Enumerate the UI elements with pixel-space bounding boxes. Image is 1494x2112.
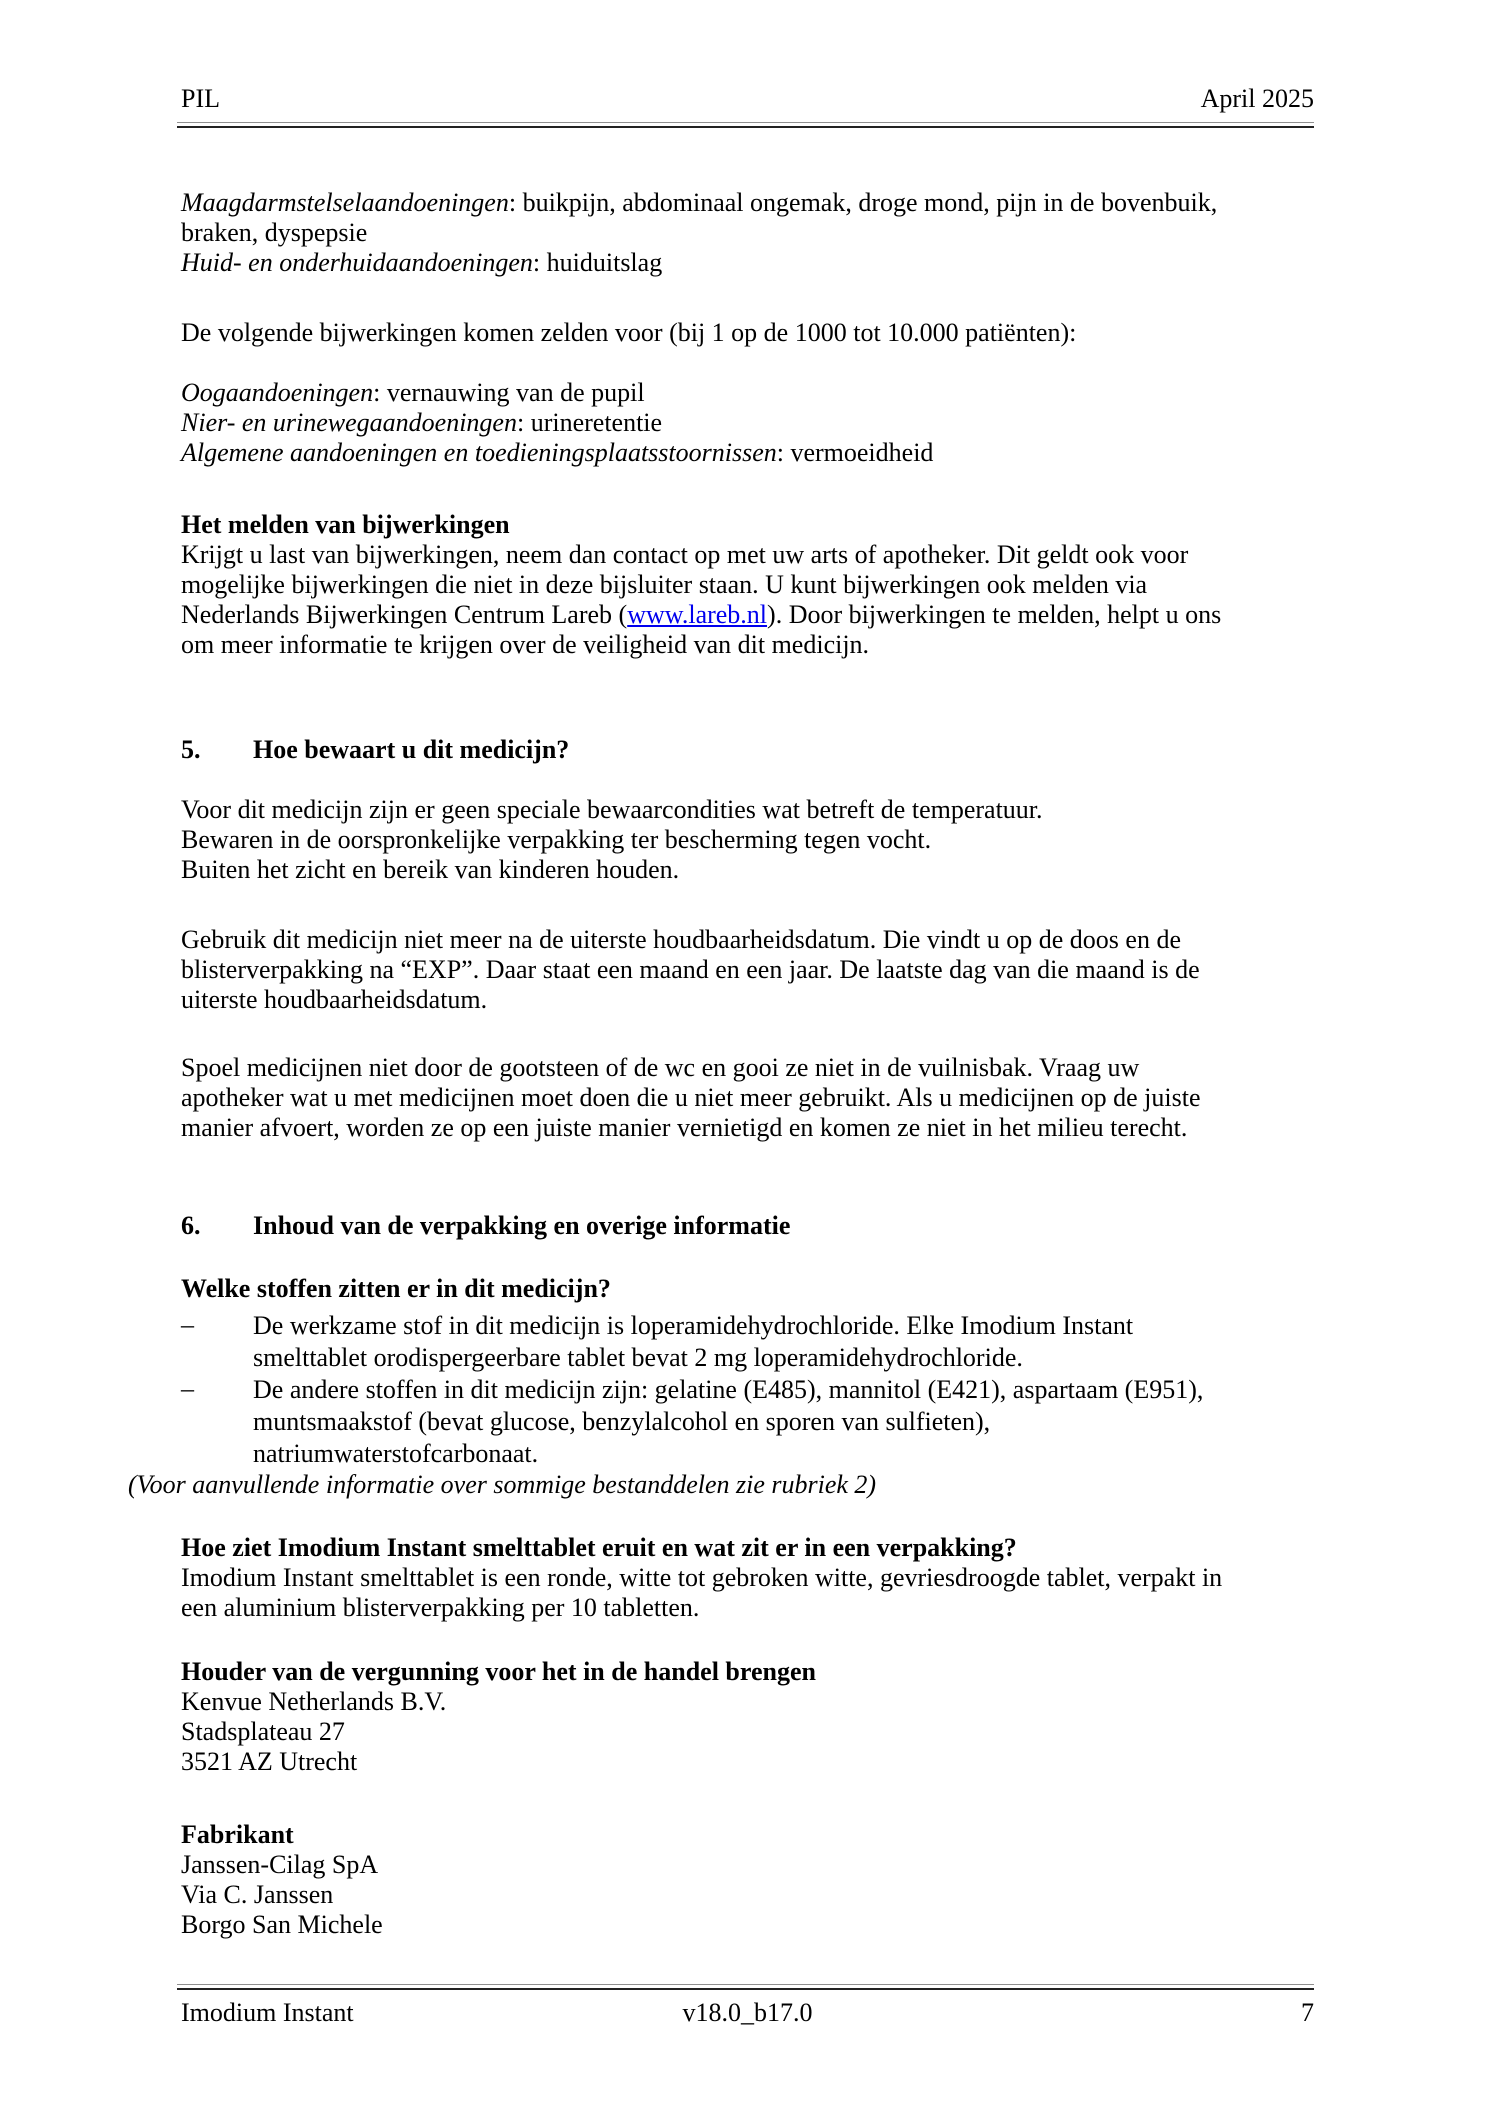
- section-title: Hoe bewaart u dit medicijn?: [253, 735, 570, 764]
- text-line: Stadsplateau 27: [181, 1717, 345, 1746]
- text-line: braken, dyspepsie: [181, 218, 368, 247]
- appearance-heading: Hoe ziet Imodium Instant smelttablet eruit en wat zit er in een verpakking?: [181, 1533, 1017, 1562]
- header-date: April 2025: [1200, 84, 1314, 113]
- dash-bullet: –: [181, 1310, 194, 1339]
- text-line: De werkzame stof in dit medicijn is loperamidehydrochloride. Elke Imodium Instant: [253, 1311, 1134, 1340]
- footer-version: v18.0_b17.0: [682, 1998, 813, 2027]
- substances-list: [181, 1310, 1316, 1470]
- text-line: Kenvue Netherlands B.V.: [181, 1687, 447, 1716]
- text-line: Voor dit medicijn zijn er geen speciale bewaarcondities wat betreft de temperatuur.: [181, 795, 1043, 824]
- text-line: natriumwaterstofcarbonaat.: [253, 1439, 539, 1468]
- text-line: [181, 248, 1316, 278]
- section-mah: [181, 1657, 1316, 1777]
- mah-heading: Houder van de vergunning voor het in de handel brengen: [181, 1657, 816, 1686]
- text-line: Spoel medicijnen niet door de gootsteen of de wc en gooi ze niet in de vuilnisbak. Vraag uw: [181, 1053, 1140, 1082]
- text-line: Via C. Janssen: [181, 1880, 334, 1909]
- text-line: muntsmaakstof (bevat glucose, benzylalcohol en sporen van sulfieten),: [253, 1407, 991, 1436]
- text-line: Imodium Instant smelttablet is een ronde, witte tot gebroken witte, gevriesdroogde tablet, verpakt in: [181, 1563, 1223, 1592]
- header-doc-type: PIL: [181, 84, 220, 113]
- header-rule: [177, 122, 1314, 128]
- section-manufacturer: [181, 1820, 1316, 1940]
- paragraph-side-effects: [181, 188, 1316, 278]
- list-item-text: [253, 1310, 1133, 1374]
- section-number: 6.: [181, 1211, 201, 1240]
- soc-text: : huiduitslag: [532, 248, 663, 277]
- text-line: Janssen-Cilag SpA: [181, 1850, 379, 1879]
- soc-label: Oogaandoeningen: [181, 378, 374, 407]
- text-line: mogelijke bijwerkingen die niet in deze bijsluiter staan. U kunt bijwerkingen ook melden via: [181, 570, 1148, 599]
- section-reporting: [181, 510, 1316, 660]
- section-number: 5.: [181, 735, 201, 764]
- text-line: [181, 188, 1316, 218]
- list-item-text: [253, 1374, 1203, 1470]
- text-line: om meer informatie te krijgen over de veiligheid van dit medicijn.: [181, 630, 870, 659]
- reporting-heading: Het melden van bijwerkingen: [181, 510, 510, 539]
- lareb-link[interactable]: www.lareb.nl: [627, 600, 768, 629]
- soc-text: : urineretentie: [516, 408, 663, 437]
- paragraph-expiry: [181, 925, 1316, 1015]
- soc-label: Algemene aandoeningen en toedieningsplaatsstoornissen: [181, 438, 777, 467]
- ingredients-note: (Voor aanvullende informatie over sommige bestanddelen zie rubriek 2): [128, 1470, 877, 1499]
- section-title: Inhoud van de verpakking en overige informatie: [253, 1211, 791, 1240]
- list-item: [181, 1374, 1316, 1470]
- section6-heading: [181, 1211, 1316, 1241]
- soc-label: Nier- en urinewegaandoeningen: [181, 408, 517, 437]
- list-item: [181, 1310, 1316, 1374]
- text-line: 3521 AZ Utrecht: [181, 1747, 358, 1776]
- soc-label: Maagdarmstelselaandoeningen: [181, 188, 509, 217]
- text-line: Bewaren in de oorspronkelijke verpakking ter bescherming tegen vocht.: [181, 825, 932, 854]
- page-footer: [177, 1984, 1314, 2028]
- soc-text: : buikpijn, abdominaal ongemak, droge mond, pijn in de bovenbuik,: [508, 188, 1218, 217]
- text-line: [181, 438, 1316, 468]
- text-line: blisterverpakking na “EXP”. Daar staat een maand en een jaar. De laatste dag van die maand is de: [181, 955, 1200, 984]
- text-line: Krijgt u last van bijwerkingen, neem dan contact op met uw arts of apotheker. Dit geldt ook voor: [181, 540, 1189, 569]
- text-line: De volgende bijwerkingen komen zelden voor (bij 1 op de 1000 tot 10.000 patiënten):: [181, 318, 1077, 347]
- paragraph-storage: [181, 795, 1316, 885]
- dash-bullet: –: [181, 1374, 194, 1403]
- page-header: [177, 84, 1314, 128]
- text-line: Gebruik dit medicijn niet meer na de uiterste houdbaarheidsdatum. Die vindt u op de doos en de: [181, 925, 1182, 954]
- paragraph-rare-intro: [181, 318, 1316, 348]
- footer-product-name: Imodium Instant: [181, 1998, 354, 2027]
- text-line: [181, 378, 1316, 408]
- soc-text: : vermoeidheid: [776, 438, 934, 467]
- text-line: apotheker wat u met medicijnen moet doen die u niet meer gebruikt. Als u medicijnen op de juiste: [181, 1083, 1201, 1112]
- text-line: een aluminium blisterverpakking per 10 tabletten.: [181, 1593, 700, 1622]
- text-line: Buiten het zicht en bereik van kinderen houden.: [181, 855, 680, 884]
- text-line: [181, 408, 1316, 438]
- text-segment: ). Door bijwerkingen te melden, helpt u ons: [767, 600, 1222, 629]
- text-line: [181, 600, 1316, 630]
- text-line: Borgo San Michele: [181, 1910, 383, 1939]
- paragraph-disposal: [181, 1053, 1316, 1143]
- text-line: uiterste houdbaarheidsdatum.: [181, 985, 488, 1014]
- substances-heading: Welke stoffen zitten er in dit medicijn?: [181, 1274, 611, 1303]
- manufacturer-heading: Fabrikant: [181, 1820, 294, 1849]
- text-line: manier afvoert, worden ze op een juiste manier vernietigd en komen ze niet in het milieu terecht.: [181, 1113, 1188, 1142]
- paragraph-rare-effects: [181, 378, 1316, 468]
- soc-label: Huid- en onderhuidaandoeningen: [181, 248, 533, 277]
- section-appearance: [181, 1533, 1316, 1623]
- soc-text: : vernauwing van de pupil: [373, 378, 645, 407]
- text-line: smelttablet orodispergeerbare tablet bevat 2 mg loperamidehydrochloride.: [253, 1343, 1023, 1372]
- text-line: De andere stoffen in dit medicijn zijn: gelatine (E485), mannitol (E421), aspartaam (E951),: [253, 1375, 1204, 1404]
- text-segment: Nederlands Bijwerkingen Centrum Lareb (: [181, 600, 628, 629]
- section5-heading: [181, 735, 1316, 765]
- footer-page-number: 7: [1301, 1998, 1315, 2027]
- document-body: [128, 188, 1316, 1940]
